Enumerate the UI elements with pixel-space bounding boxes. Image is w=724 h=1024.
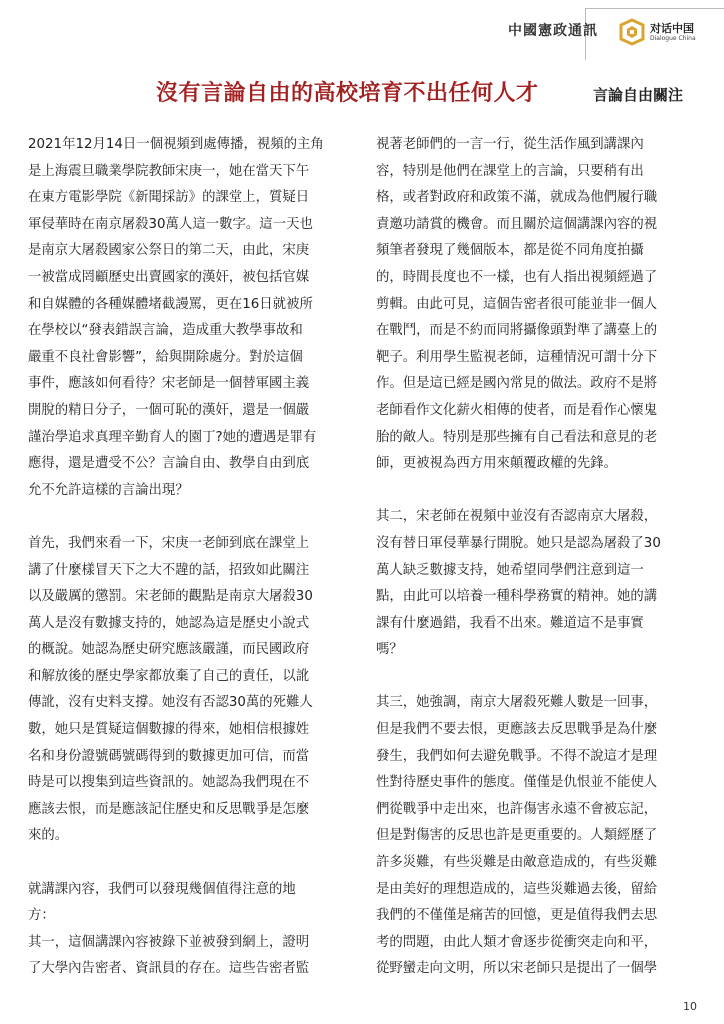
paragraph: 首先，我們來看一下，宋庚一老師到底在課堂上 講了什麼樣冒天下之大不韙的話，招致如此關注 以及嚴厲的懲罰。宋老師的觀點是南京大屠殺30 萬人是沒有數據支持的，她認為這是歷史小說式 的概說。她認為歷史研究應該嚴謹，而民國政府 和解放後的歷史學家都放棄了自己的責任，以訛 傳訛，沒有史料支撐。她沒有否認30萬的死難人 數，她只是質疑這個數據的得來，她相信根據姓 名和身份證號碼號碼得到的數據更加可信，而當 時是可以搜集到這些資訊的。她認為我們現在不 應該去恨，而是應該記住歷史和反思戰爭是怎麼 來的。 [28, 535, 313, 844]
paragraph: 其三，她強調，南京大屠殺死難人數是一回事， 但是我們不要去恨，更應該去反思戰爭是為什麼 發生，我們如何去避免戰爭。不得不說這才是理 性對待歷史事件的態度。僅僅是仇恨並不能使人 們從戰爭中走出來，也許傷害永遠不會被忘記， 但是對傷害的反思也許是更重要的。人類經歷了 許多災難，有些災難是由敵意造成的，有些災難 是由美好的理想造成的，這些災難過去後，留給 我們的不僅僅是痛苦的回憶，更是值得我們去思 考的問題，由此人類才會逐步從衝突走向和平， 從野蠻走向文明，所以宋老師只是提出了一個學 [376, 695, 658, 977]
column-tag: 言論自由關注 [593, 86, 684, 104]
dialogue-china-logo [618, 14, 708, 48]
logo-english-text: Dialogue China [650, 35, 696, 42]
logo-chinese-text: 对话中国 [650, 22, 694, 35]
paragraph: 就講課內容，我們可以發現幾個值得注意的地 方： [28, 881, 296, 924]
right-column [376, 132, 690, 983]
paragraph: 視著老師們的一言一行，從生活作風到講課內 容，特別是他們在課堂上的言論，只要稍有出 格，或者對政府和政策不滿，就成為他們履行職 責邀功請賞的機會。而且關於這個講課內容的視 頻筆者發現了幾個版本，都是從不同角度拍攝 的，時間長度也不一樣，也有人指出視頻經過了 剪輯。由此可見，這個告密者很可能並非一個人 在戰鬥，而是不約而同將攝像頭對準了講臺上的 靶子。利用學生監視老師，這種情況可謂十分下 作。但是這已經是國內常見的做法。政府不是將 老師看作文化薪火相傳的使者，而是看作心懷鬼 胎的敵人。特別是那些擁有自己看法和意見的老 師，更被視為西方用來顛覆政權的先鋒。 [376, 137, 658, 472]
paragraph: 其二，宋老師在視頻中並沒有否認南京大屠殺， 沒有替日軍侵華暴行開脫。她只是認為屠殺了30 萬人缺乏數據支持，她希望同學們注意到這一 點，由此可以培養一種科學務實的精神。她的講 課有什麼過錯，我看不出來。難道這不是事實 嗎？ [376, 509, 661, 658]
masthead: 中國憲政通訊 [508, 23, 598, 39]
paragraph: 2021年12月14日一個視頻到處傳播，視頻的主角 是上海震旦職業學院教師宋庚一，她在當天下午 在東方電影學院《新聞採訪》的課堂上，質疑日 軍侵華時在南京屠殺30萬人這一數字。這一天也 是南京大屠殺國家公祭日的第二天，由此，宋庚 一被當成罔顧歷史出賣國家的漢奸，被包括官媒 和自媒體的各種媒體堵截謾罵，更在16日就被所 在學校以“發表錯誤言論，造成重大教學事故和 嚴重不良社會影響”，給與開除處分。對於這個 事件，應該如何看待？宋老師是一個替軍國主義 開脫的精日分子，一個可恥的漢奸，還是一個嚴 謹治學追求真理辛勤育人的園丁?她的遭遇是罪有 應得，還是遭受不公？言論自由、教學自由到底 允不允許這樣的言論出現？ [28, 137, 324, 498]
dialogue-china-logo-icon [618, 18, 646, 46]
page-number: 10 [683, 1000, 697, 1013]
article-title: 沒有言論自由的高校培育不出任何人才 [156, 81, 539, 106]
left-column [28, 132, 342, 983]
paragraph: 其一，這個講課內容被錄下並被發到網上，證明 了大學內告密者、資訊員的存在。這些告密者監 [28, 934, 310, 977]
